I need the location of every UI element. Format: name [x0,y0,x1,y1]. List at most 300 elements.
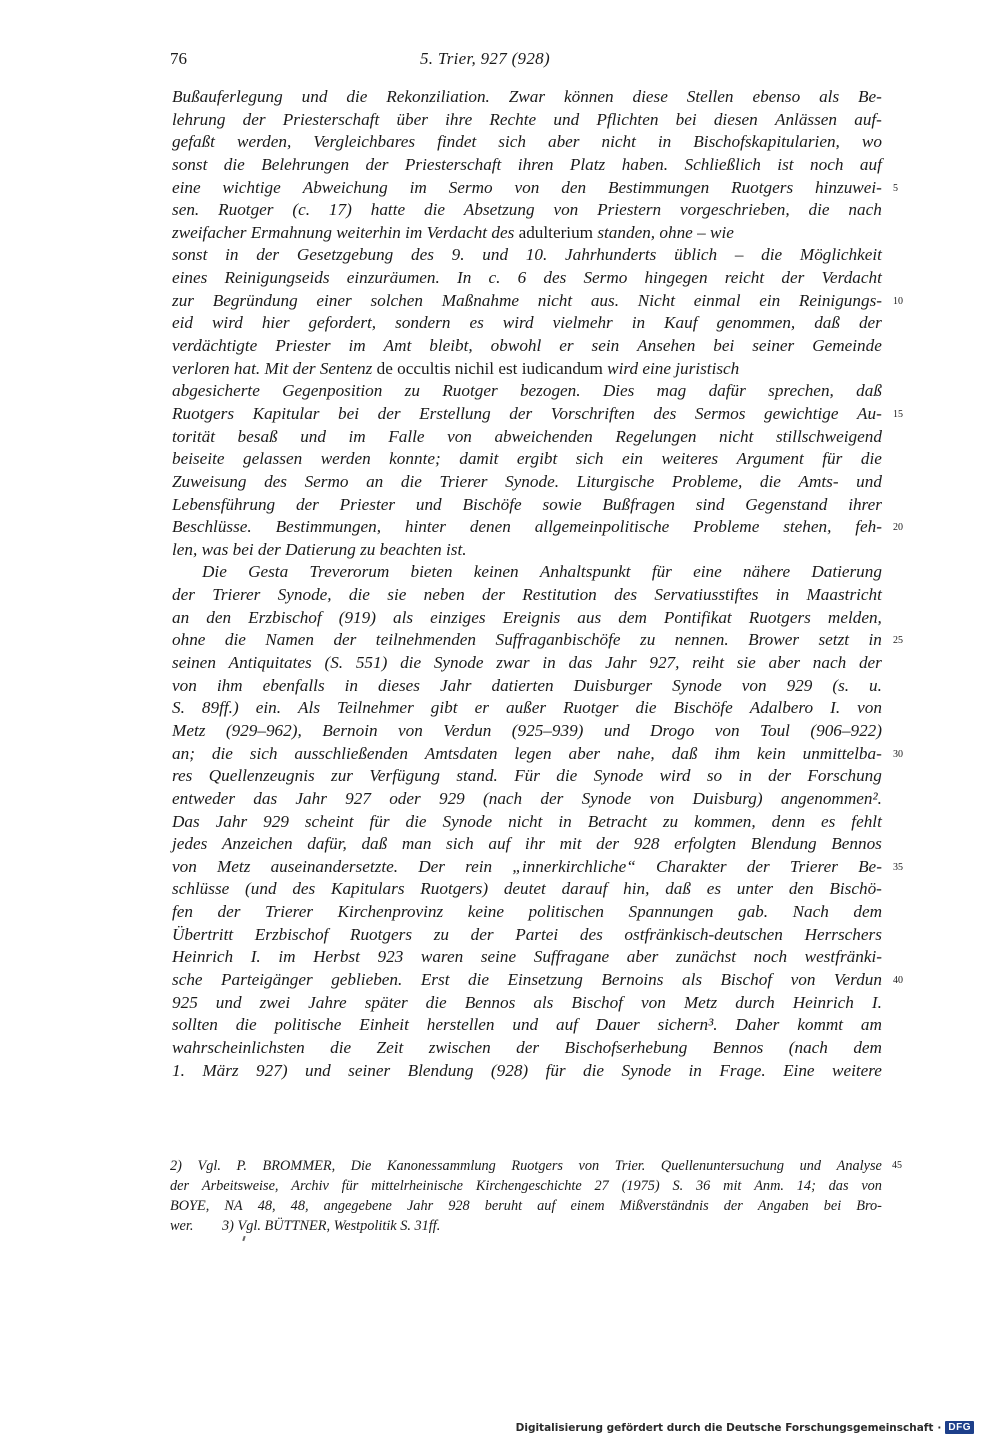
word: Toul [760,720,790,740]
word: Das [172,811,200,831]
word: Metz [216,856,251,876]
word: 48, [257,1198,276,1214]
body-line-text [172,743,882,766]
word: Trierer [439,471,488,491]
word: 927) [256,1060,288,1080]
word: Ruotgers [349,924,413,944]
word: Gegenstand [745,494,828,514]
word: (S. [324,653,344,673]
word: der [768,766,792,786]
word: Daher [735,1015,780,1035]
body-line-text [172,267,882,290]
word: Adalbero [749,698,814,718]
word: kein [757,743,786,763]
body-line [172,607,882,630]
word: Suffragane [533,947,610,967]
word: Verfügung [369,766,440,786]
text-run: wird eine juristisch [602,358,740,378]
body-line-text [172,992,882,1015]
body-line-text [172,924,882,947]
word: der [746,856,770,876]
word: Partei [515,924,559,944]
word: entweder [172,788,236,808]
body-line-text [172,765,882,788]
word: gewichtige [764,403,839,423]
body-line [172,765,882,788]
text-run: verloren hat. Mit der Sentenz [172,358,377,378]
body-line-text [172,697,882,720]
word: Synode [581,788,632,808]
word: können [563,87,614,106]
word: den [561,177,587,197]
word: sich [575,449,604,469]
body-line-text [172,403,882,426]
word: Anzeichen [221,834,293,854]
word: Bußfragen [602,494,675,514]
word: und [304,1060,331,1080]
body-line-text [172,222,882,245]
word: Erzbischof [248,607,322,627]
body-line-text [172,290,882,313]
word: westfränki- [804,947,882,967]
body-line [172,1014,882,1037]
line-number: 20 [893,522,903,534]
word: es [706,879,722,899]
word: als [533,992,554,1012]
body-line-text [172,833,882,856]
word: Verdacht [821,268,882,288]
word: Bischö- [829,879,882,899]
word: Verdun [443,720,492,740]
word: auf- [854,109,882,129]
body-line [172,924,882,947]
word: Jahr [406,1198,434,1214]
word: an [172,607,190,627]
word: Be- [858,856,882,876]
word: weiteres [661,449,719,469]
word: in [868,630,882,650]
word: den [206,607,232,627]
word: der [170,1178,190,1194]
word: ausschließenden [294,743,408,763]
word: ein. [255,698,282,718]
word: sichern³. [657,1015,718,1035]
word: die [330,1037,352,1057]
word: ostfränkisch-deutschen [624,924,783,944]
body-line-text [172,109,882,132]
word: in [631,313,646,333]
word: Sermos [694,403,746,423]
word: der [256,245,280,265]
word: im [348,426,366,446]
word: mit [559,834,582,854]
word: Bernoin [322,720,378,740]
word: einer [316,290,352,310]
body-line-text [172,584,882,607]
word: aber [547,132,580,152]
word: Maastricht [806,585,882,605]
word: so [706,766,723,786]
stray-mark [242,1236,245,1241]
word: Platz [569,154,606,174]
word: Priester [275,336,331,356]
body-line-text [172,788,882,811]
word: wahrscheinlichsten [172,1037,305,1057]
body-line [172,969,903,992]
word: als [681,969,703,989]
word: Amtsdaten [424,743,498,763]
word: Heinrich [792,992,854,1012]
word: sen. [172,200,200,220]
word: Kanonessammlung [386,1158,496,1174]
text-run: wer. 3) Vgl. BÜTTNER, Westpolitik S. 31ff. [170,1218,441,1234]
latin-quote: adulterium [518,222,594,242]
word: Synode [621,1060,672,1080]
word: Rechte [489,109,537,129]
word: (s. [832,675,850,695]
word: gefordert, [308,313,377,333]
word: der [516,1037,540,1057]
body-line-text [172,244,882,267]
body-line [172,1060,882,1083]
word: ein [621,449,643,469]
word: ihr [524,834,545,854]
word: vorgeschrieben, [680,200,790,220]
body-line-text [172,86,882,109]
word: bei [823,1198,842,1214]
word: von [172,856,197,876]
body-line-text [172,1014,882,1037]
word: von [857,698,882,718]
word: bei [675,109,697,129]
word: sind [695,494,725,514]
word: in [688,1060,702,1080]
word: Namen [265,630,314,650]
word: Kapitulars [330,879,405,899]
word: genommen, [716,313,796,333]
word: Parteigänger [221,969,313,989]
word: 928 [448,1198,470,1214]
word: Gemeinde [812,336,882,356]
footnote-line [170,1196,882,1216]
word: Zeit [376,1037,404,1057]
body-line [172,675,882,698]
word: Ruotger [442,381,498,401]
word: Ruotgers) [420,879,489,899]
word: daß [814,313,840,333]
body-line-text [172,539,882,562]
body-line [172,448,882,471]
body-line [172,788,882,811]
word: von [790,969,816,989]
word: politische [274,1015,342,1035]
word: nähere [742,562,791,582]
word: die [860,449,882,469]
word: der [365,154,389,174]
word: unmittelba- [802,743,882,763]
word: mag [656,381,687,401]
word: gelassen [243,449,303,469]
word: Argument [736,449,804,469]
word: 925 [172,992,198,1012]
word: des [292,879,316,899]
digitization-credit [516,1421,974,1434]
word: aber [626,947,659,967]
word: denen [469,517,511,537]
word: die [400,653,422,673]
word: waren [420,947,464,967]
word: 17) [328,200,352,220]
word: Jahrhunderts [565,245,657,265]
word: konnte; [389,449,441,469]
body-line [172,743,903,766]
word: deutet [503,879,546,899]
word: sprechen, [768,381,834,401]
word: 927 [345,788,371,808]
word: Ruotgers [748,607,811,627]
word: Zwar [508,87,546,106]
body-line-text [172,131,882,154]
word: nicht [508,811,543,831]
body-line [172,946,882,969]
word: Bischofserhebung [564,1037,688,1057]
word: I. [830,698,841,718]
word: daß [671,743,698,763]
word: man [401,834,432,854]
word: Beschlüsse. [172,517,252,537]
word: und [512,1015,539,1035]
word: Synode [442,811,493,831]
word: erfolgten [674,834,737,854]
body-line [172,1037,882,1060]
word: hier [261,313,290,333]
word: neben [423,585,465,605]
word: Die [350,1158,372,1174]
word: 551) [355,653,388,673]
word: nicht [537,290,573,310]
word: Für [514,766,540,786]
word: Lebensführung [172,494,276,514]
word: Möglichkeit [799,245,882,265]
word: werden, [236,132,292,152]
word: (nach [788,1037,828,1057]
body-line-text [172,199,882,222]
word: Analyse [836,1158,882,1174]
body-line [172,471,882,494]
word: der [723,1198,743,1214]
latin-quote: de occultis nichil est iudicandum [376,358,603,378]
word: Einheit [359,1015,409,1035]
word: und [415,494,442,514]
running-head: 5. Trier, 927 (928) [420,49,550,68]
word: in [738,766,752,786]
word: der [540,788,564,808]
word: von [649,788,675,808]
word: Anlässen [774,109,838,129]
word: 6 [517,268,527,288]
word: Der [418,856,445,876]
body-line-text [172,675,882,698]
body-line-text [172,358,882,381]
word: von [741,675,767,695]
word: eines [172,268,208,288]
word: in [775,585,790,605]
body-line-text [172,471,882,494]
word: Be- [858,87,882,106]
word: im [409,177,427,197]
word: torität [172,426,215,446]
word: seiner [752,336,795,356]
word: jedes [172,834,208,854]
word: nach [848,200,882,220]
body-text [172,86,903,1082]
word: Ruotger [218,200,274,220]
word: und [603,720,630,740]
word: die [346,87,368,106]
word: dem [853,902,882,922]
body-line-text [172,494,882,517]
body-line [172,358,882,381]
word: 927, [649,653,680,673]
body-line [172,154,882,177]
word: und [856,471,882,491]
word: hin, [623,879,650,899]
word: im [348,336,366,356]
word: Probleme, [671,471,743,491]
word: (und [245,879,277,899]
word: Bischöfe [673,698,733,718]
word: Pontifikat [663,607,732,627]
word: Übertritt [172,924,234,944]
body-line [172,222,882,245]
word: und [300,426,326,446]
word: an [366,471,384,491]
word: Anm. [754,1178,784,1194]
word: dafür [708,381,746,401]
word: herstellen [426,1015,495,1035]
word: es [821,811,836,831]
word: in [542,653,556,673]
word: Belehrungen [261,154,350,174]
body-line [172,199,882,222]
word: 10. [525,245,548,265]
word: Duisburg) [692,788,763,808]
word: 2) [170,1158,182,1174]
word: daß [361,834,388,854]
word: Ruotger [563,698,619,718]
word: zunächst [675,947,737,967]
word: später [364,992,408,1012]
word: Mißverständnis [619,1198,709,1214]
word: bei [713,336,735,356]
word: Quellenzeugnis [208,766,315,786]
body-line [172,811,882,834]
word: und [553,109,580,129]
word: sich [249,743,278,763]
word: von [398,720,423,740]
word: Gesetzgebung [296,245,394,265]
word: Treverorum [309,562,390,582]
word: der [781,268,805,288]
word: Die [202,562,227,582]
word: 9. [451,245,465,265]
footnote-line-text [170,1196,882,1216]
word: Duisburger [573,675,653,695]
word: kommen, [694,811,756,831]
body-line-text [172,901,882,924]
word: Synode [593,766,644,786]
word: diesen [713,109,758,129]
body-line-text [172,856,882,879]
word: 1. [172,1060,185,1080]
body-line [172,833,882,856]
word: Einsetzung [507,969,583,989]
word: Schließlich [684,154,761,174]
word: 923 [377,947,404,967]
word: Verdun [833,969,882,989]
word: teilnehmenden [375,630,477,650]
word: Quellenuntersuchung [660,1158,785,1174]
word: über [396,109,428,129]
word: Suffraganbischöfe [495,630,621,650]
word: abgesicherte [172,381,260,401]
word: ebenso [752,87,801,106]
word: stehen, [783,517,832,537]
word: sich [498,132,526,152]
body-line [172,561,882,584]
word: die [583,1060,605,1080]
word: der [470,924,494,944]
word: (928) [490,1060,529,1080]
word: feh- [855,517,882,537]
word: von [714,720,740,740]
word: aber [768,653,801,673]
word: Liturgische [576,471,655,491]
word: Priesterschaft [404,154,502,174]
body-line [172,539,882,562]
word: NA [224,1198,243,1214]
word: fehlt [851,811,882,831]
word: auf [488,834,511,854]
word: unter [736,879,774,899]
word: der [596,834,620,854]
body-line [172,244,882,267]
word: BOYE, [170,1198,210,1214]
credit-text: Digitalisierung gefördert durch die Deutsche Forschungsgemeinschaft [515,1421,934,1434]
word: wird [211,313,243,333]
word: Stellen [686,87,734,106]
word: P. [236,1158,247,1174]
word: beruht [484,1198,523,1214]
word: schlüsse [172,879,230,899]
word: S. [672,1178,684,1194]
word: Datierung [811,562,882,582]
word: die [223,154,245,174]
word: Absetzung [463,200,535,220]
body-line [172,901,882,924]
word: Synode [433,653,484,673]
word: 89ff.) [201,698,239,718]
word: sonst [172,154,208,174]
word: zu [640,630,656,650]
word: Dauer [595,1015,640,1035]
word: für [651,562,672,582]
body-line [172,109,882,132]
word: für [369,811,390,831]
word: solchen [370,290,423,310]
word: Kirchengeschichte [475,1178,582,1194]
word: wo [861,132,882,152]
